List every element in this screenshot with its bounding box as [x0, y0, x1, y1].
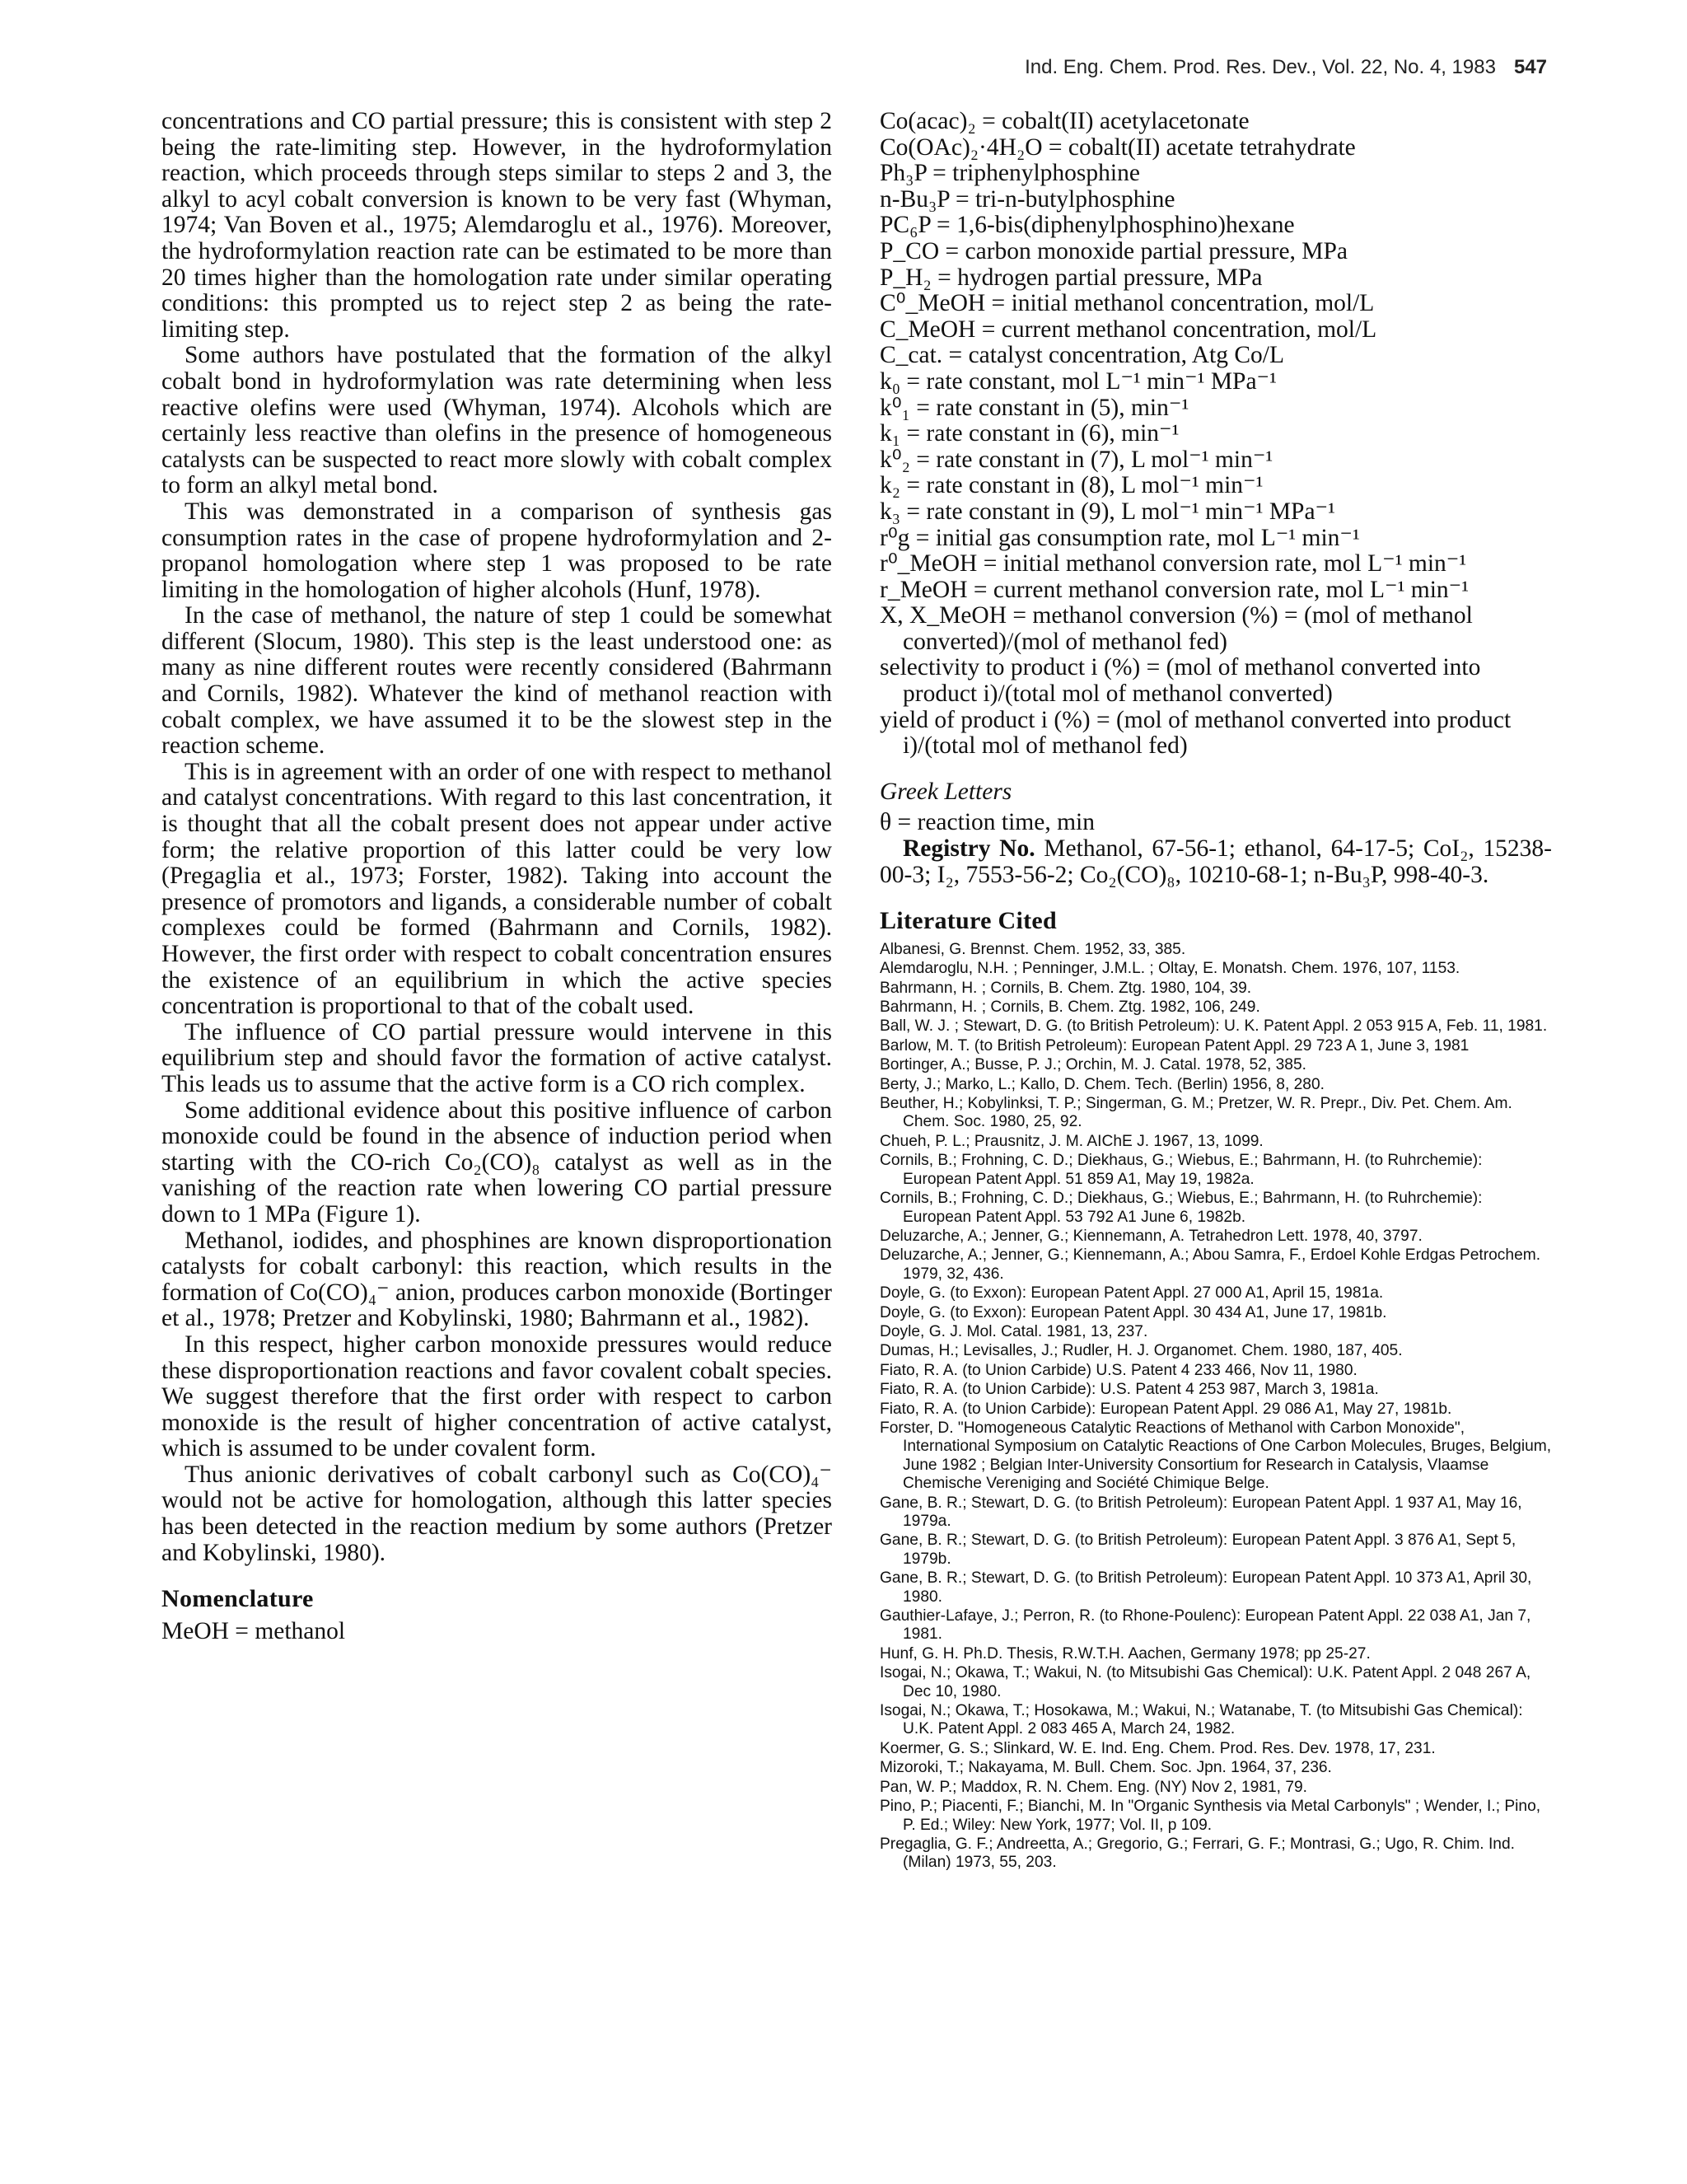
right-column: [880, 109, 1552, 1873]
reference-item: Bahrmann, H. ; Cornils, B. Chem. Ztg. 1982, 106, 249.: [880, 998, 1260, 1017]
reference-item: Koermer, G. S.; Slinkard, W. E. Ind. Eng. Chem. Prod. Res. Dev. 1978, 17, 231.: [880, 1739, 1436, 1757]
reference-item: Bortinger, A.; Busse, P. J.; Orchin, M. J. Catal. 1978, 52, 385.: [880, 1056, 1306, 1074]
nomenclature-item: k⁰₁ = rate constant in (5), min⁻¹: [880, 394, 1189, 421]
registry-label: Registry No.: [903, 835, 1035, 863]
reference-item: Bahrmann, H. ; Cornils, B. Chem. Ztg. 1980, 104, 39.: [880, 979, 1252, 997]
nomenclature-item: Ph₃P = triphenylphosphine: [880, 160, 1140, 187]
literature-cited-heading: Literature Cited: [880, 907, 1058, 935]
reference-item: Fiato, R. A. (to Union Carbide) U.S. Patent 4 233 466, Nov 11, 1980.: [880, 1361, 1358, 1379]
nomenclature-item: r⁰_MeOH = initial methanol conversion rate, mol L⁻¹ min⁻¹: [880, 550, 1467, 578]
nomenclature-item: X, X_MeOH = methanol conversion (%) = (mol of methanol converted)/(mol of methanol fed): [880, 602, 1473, 655]
reference-item: Forster, D. "Homogeneous Catalytic Reactions of Methanol with Carbon Monoxide", International Symposium on Catalytic Reactions of One Carbon Molecules, Bruges, Belgium, June 1982 ; Belgian Inter-University Consortium for Research in Catalysis, Vlaamse Chemische Vereniging and Société Chimique Belge.: [880, 1419, 1552, 1493]
reference-item: Deluzarche, A.; Jenner, G.; Kiennemann, A.; Abou Samra, F., Erdoel Kohle Erdgas Petrochem. 1979, 32, 436.: [880, 1246, 1541, 1283]
registry-text: Methanol, 67-56-1; ethanol, 64-17-5; CoI₂, 15238-00-3; I₂, 7553-56-2; Co₂(CO)₈, 10210-68-1; n-Bu₃P, 998-40-3.: [880, 835, 1553, 888]
reference-item: Doyle, G. (to Exxon): European Patent Appl. 30 434 A1, June 17, 1981b.: [880, 1303, 1387, 1321]
body-paragraph: Thus anionic derivatives of cobalt carbonyl such as Co(CO)₄⁻ would not be active for homologation, although this latter species has been detected in the reaction medium by some authors (Pretzer and Kobylinski, 1980).: [161, 1461, 832, 1566]
nomenclature-item: MeOH = methanol: [161, 1617, 346, 1644]
body-paragraph: In the case of methanol, the nature of step 1 could be somewhat different (Slocum, 1980). This step is the least understood one: as many as nine different routes were recently considered (Bahrmann and Cornils, 1982). Whatever the kind of methanol reaction with cobalt complex, we have assumed it to be the slowest step in the reaction scheme.: [161, 602, 832, 760]
body-paragraph: This was demonstrated in a comparison of synthesis gas consumption rates in the case of propene hydroformylation and 2-propanol homologation where step 1 was proposed to be rate limiting in the homologation of higher alcohols (Hunf, 1978).: [161, 498, 832, 603]
reference-item: Isogai, N.; Okawa, T.; Hosokawa, M.; Wakui, N.; Watanabe, T. (to Mitsubishi Gas Chemical): U.K. Patent Appl. 2 083 465 A, March 24, 1982.: [880, 1702, 1523, 1738]
reference-item: Gane, B. R.; Stewart, D. G. (to British Petroleum): European Patent Appl. 1 937 A1, May 16, 1979a.: [880, 1494, 1522, 1530]
nomenclature-item: r⁰g = initial gas consumption rate, mol L⁻¹ min⁻¹: [880, 524, 1360, 551]
reference-item: Albanesi, G. Brennst. Chem. 1952, 33, 385.: [880, 940, 1186, 958]
reference-item: Gane, B. R.; Stewart, D. G. (to British Petroleum): European Patent Appl. 3 876 A1, Sept 5, 1979b.: [880, 1532, 1516, 1568]
reference-item: Hunf, G. H. Ph.D. Thesis, R.W.T.H. Aachen, Germany 1978; pp 25-27.: [880, 1644, 1371, 1663]
reference-item: Isogai, N.; Okawa, T.; Wakui, N. (to Mitsubishi Gas Chemical): U.K. Patent Appl. 2 048 267 A, Dec 10, 1980.: [880, 1664, 1531, 1700]
nomenclature-item: k₃ = rate constant in (9), L mol⁻¹ min⁻¹ MPa⁻¹: [880, 498, 1335, 525]
reference-item: Cornils, B.; Frohning, C. D.; Diekhaus, G.; Wiebus, E.; Bahrmann, H. (to Ruhrchemie): European Patent Appl. 51 859 A1, May 19, 1982a.: [880, 1152, 1483, 1188]
registry-numbers: [880, 836, 1552, 888]
nomenclature-item: n-Bu₃P = tri-n-butylphosphine: [880, 185, 1175, 213]
nomenclature-item: Co(acac)₂ = cobalt(II) acetylacetonate: [880, 108, 1250, 134]
reference-item: Pregaglia, G. F.; Andreetta, A.; Gregorio, G.; Ferrari, G. F.; Montrasi, G.; Ugo, R. Chim. Ind. (Milan) 1973, 55, 203.: [880, 1835, 1515, 1872]
page-number: 547: [1513, 56, 1547, 78]
nomenclature-item: C_MeOH = current methanol concentration, mol/L: [880, 316, 1377, 343]
body-paragraph: Some additional evidence about this positive influence of carbon monoxide could be found in the absence of induction period when starting with the CO-rich Co₂(CO)₈ catalyst as well as in the vanishing of the reaction rate when lowering CO partial pressure down to 1 MPa (Figure 1).: [161, 1097, 832, 1228]
body-paragraph: Methanol, iodides, and phosphines are known disproportionation catalysts for cobalt carbonyl: this reaction, which results in the formation of Co(CO)₄⁻ anion, produces carbon monoxide (Bortinger et al., 1978; Pretzer and Kobylinski, 1980; Bahrmann et al., 1982).: [161, 1227, 832, 1332]
nomenclature-item: P_CO = carbon monoxide partial pressure, MPa: [880, 237, 1348, 264]
left-column: [161, 109, 832, 1644]
running-header: [1025, 56, 1547, 79]
body-paragraph: The influence of CO partial pressure would intervene in this equilibrium step and should favor the formation of active catalyst. This leads us to assume that the active form is a CO rich complex.: [161, 1018, 832, 1097]
nomenclature-item: r_MeOH = current methanol conversion rate, mol L⁻¹ min⁻¹: [880, 576, 1470, 603]
nomenclature-list: [880, 109, 1552, 760]
body-paragraph: concentrations and CO partial pressure; this is consistent with step 2 being the rate-limiting step. However, in the hydroformylation reaction, which proceeds through steps similar to steps 2 and 3, the alkyl to acyl cobalt conversion is known to be very fast (Whyman, 1974; Van Boven et al., 1975; Alemdaroglu et al., 1976). Moreover, the hydroformylation reaction rate can be estimated to be more than 20 times higher than the homologation rate under similar operating conditions: this prompted us to reject step 2 as being the rate-limiting step.: [161, 108, 832, 343]
reference-item: Berty, J.; Marko, L.; Kallo, D. Chem. Tech. (Berlin) 1956, 8, 280.: [880, 1075, 1325, 1093]
nomenclature-item: k₁ = rate constant in (6), min⁻¹: [880, 420, 1180, 447]
reference-item: Pino, P.; Piacenti, F.; Bianchi, M. In "Organic Synthesis via Metal Carbonyls" ; Wender, I.; Pino, P. Ed.; Wiley: New York, 1977; Vol. II, p 109.: [880, 1798, 1541, 1834]
reference-item: Barlow, M. T. (to British Petroleum): European Patent Appl. 29 723 A 1, June 3, 1981: [880, 1036, 1470, 1055]
greek-letter-item: θ = reaction time, min: [880, 809, 1095, 836]
reference-item: Doyle, G. J. Mol. Catal. 1981, 13, 237.: [880, 1322, 1148, 1340]
reference-item: Fiato, R. A. (to Union Carbide): U.S. Patent 4 253 987, March 3, 1981a.: [880, 1381, 1379, 1399]
reference-item: Alemdaroglu, N.H. ; Penninger, J.M.L. ; Oltay, E. Monatsh. Chem. 1976, 107, 1153.: [880, 960, 1460, 978]
reference-item: Chueh, P. L.; Prausnitz, J. M. AIChE J. 1967, 13, 1099.: [880, 1132, 1264, 1150]
reference-item: Gauthier-Lafaye, J.; Perron, R. (to Rhone-Poulenc): European Patent Appl. 22 038 A1, Jan 7, 1981.: [880, 1607, 1531, 1644]
nomenclature-item: P_H₂ = hydrogen partial pressure, MPa: [880, 264, 1263, 291]
nomenclature-item: k₂ = rate constant in (8), L mol⁻¹ min⁻¹: [880, 472, 1264, 499]
nomenclature-item: PC₆P = 1,6-bis(diphenylphosphino)hexane: [880, 212, 1295, 239]
nomenclature-item: k₀ = rate constant, mol L⁻¹ min⁻¹ MPa⁻¹: [880, 367, 1277, 395]
reference-item: Beuther, H.; Kobylinksi, T. P.; Singerman, G. M.; Pretzer, W. R. Prepr., Div. Pet. Chem. Am. Chem. Soc. 1980, 25, 92.: [880, 1095, 1512, 1131]
nomenclature-heading: Nomenclature: [161, 1585, 314, 1613]
reference-item: Deluzarche, A.; Jenner, G.; Kiennemann, A. Tetrahedron Lett. 1978, 40, 3797.: [880, 1227, 1423, 1245]
nomenclature-item: k⁰₂ = rate constant in (7), L mol⁻¹ min⁻¹: [880, 446, 1273, 473]
reference-item: Mizoroki, T.; Nakayama, M. Bull. Chem. Soc. Jpn. 1964, 37, 236.: [880, 1759, 1332, 1777]
nomenclature-item: selectivity to product i (%) = (mol of methanol converted into product i)/(total mol of methanol converted): [880, 654, 1481, 708]
nomenclature-item: C⁰_MeOH = initial methanol concentration, mol/L: [880, 290, 1375, 317]
reference-item: Fiato, R. A. (to Union Carbide): European Patent Appl. 29 086 A1, May 27, 1981b.: [880, 1400, 1452, 1418]
nomenclature-item: C_cat. = catalyst concentration, Atg Co/L: [880, 342, 1284, 369]
reference-list: [880, 941, 1552, 1873]
reference-item: Pan, W. P.; Maddox, R. N. Chem. Eng. (NY) Nov 2, 1981, 79.: [880, 1778, 1308, 1796]
greek-letters-heading: Greek Letters: [880, 778, 1012, 805]
reference-item: Cornils, B.; Frohning, C. D.; Diekhaus, G.; Wiebus, E.; Bahrmann, H. (to Ruhrchemie): European Patent Appl. 53 792 A1 June 6, 1982b.: [880, 1190, 1483, 1226]
reference-item: Gane, B. R.; Stewart, D. G. (to British Petroleum): European Patent Appl. 10 373 A1, April 30, 1980.: [880, 1569, 1532, 1606]
nomenclature-item: yield of product i (%) = (mol of methanol converted into product i)/(total mol of methanol fed): [880, 706, 1512, 760]
body-paragraph: Some authors have postulated that the formation of the alkyl cobalt bond in hydroformylation was rate determining when less reactive olefins were used (Whyman, 1974). Alcohols which are certainly less reactive than olefins in the presence of homogeneous catalysts can be suspected to react more slowly with cobalt complex to form an alkyl metal bond.: [161, 342, 832, 499]
reference-item: Ball, W. J. ; Stewart, D. G. (to British Petroleum): U. K. Patent Appl. 2 053 915 A, Feb. 11, 1981.: [880, 1017, 1548, 1036]
body-paragraph: In this respect, higher carbon monoxide pressures would reduce these disproportionation reactions and favor covalent cobalt species. We suggest therefore that the first order with respect to carbon monoxide is the result of higher concentration of active catalyst, which is assumed to be under covalent form.: [161, 1331, 832, 1462]
journal-citation: Ind. Eng. Chem. Prod. Res. Dev., Vol. 22, No. 4, 1983: [1025, 56, 1496, 78]
reference-item: Dumas, H.; Levisalles, J.; Rudler, H. J. Organomet. Chem. 1980, 187, 405.: [880, 1342, 1403, 1360]
reference-item: Doyle, G. (to Exxon): European Patent Appl. 27 000 A1, April 15, 1981a.: [880, 1284, 1384, 1302]
body-paragraph: This is in agreement with an order of one with respect to methanol and catalyst concentrations. With regard to this last concentration, it is thought that all the cobalt present does not appear under active form; the relative proportion of this latter could be very low (Pregaglia et al., 1973; Forster, 1982). Taking into account the presence of promotors and ligands, a considerable number of cobalt complexes could be formed (Bahrmann and Cornils, 1982). However, the first order with respect to cobalt concentration ensures the existence of an equilibrium in which the active species concentration is proportional to that of the cobalt used.: [161, 758, 832, 1020]
nomenclature-item: Co(OAc)₂·4H₂O = cobalt(II) acetate tetrahydrate: [880, 133, 1356, 161]
